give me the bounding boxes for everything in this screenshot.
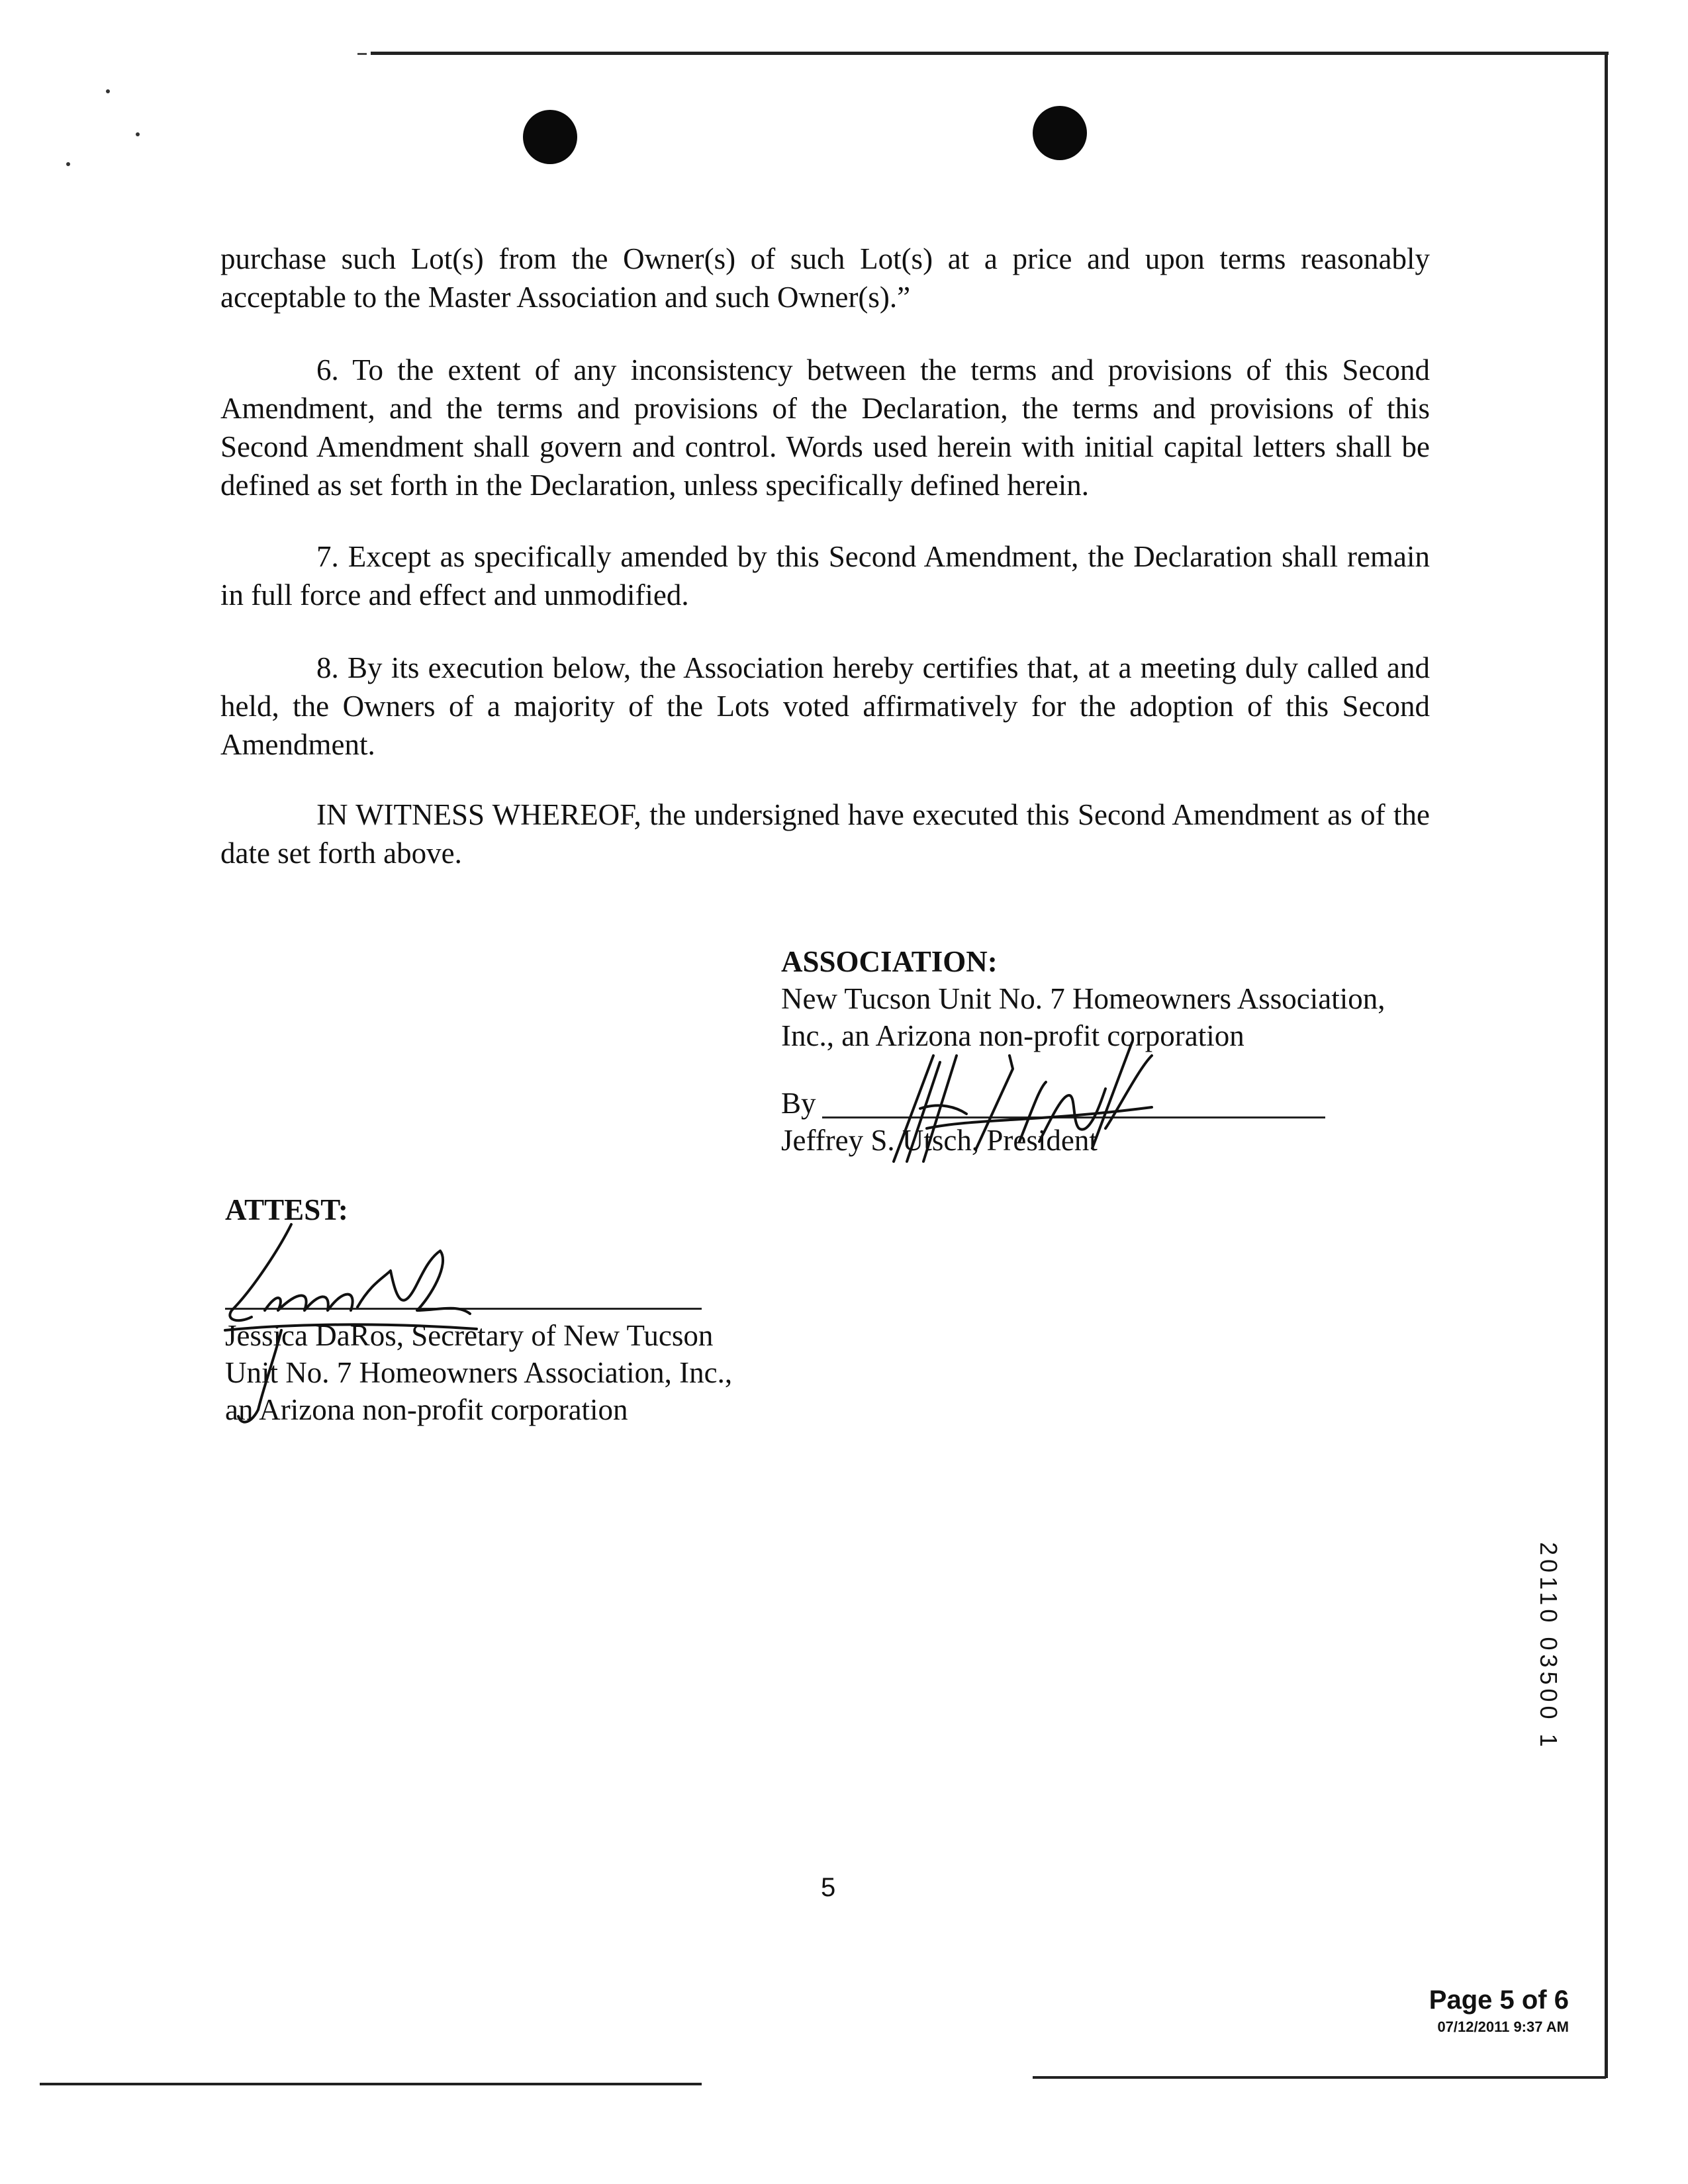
bottom-border-line-right — [1033, 2076, 1606, 2079]
scan-speck — [66, 162, 70, 166]
by-label: By — [781, 1087, 816, 1120]
scan-speck — [136, 132, 140, 136]
association-name-line-2: Inc., an Arizona non-profit corporation — [781, 1019, 1244, 1052]
page-of-label: Page 5 of 6 — [1429, 1985, 1569, 2015]
paragraph-8: 8. By its execution below, the Association hereby certifies that, at a meeting duly called and held, the Owners of a majority of the Lots voted affirmatively for the adoption of this Second Amendment. — [220, 651, 1430, 761]
right-border-line — [1605, 53, 1608, 2078]
handwritten-signature-utsch — [841, 1029, 1172, 1181]
attest-line-1: Jessica DaRos, Secretary of New Tucson — [225, 1319, 714, 1352]
attest-heading: ATTEST: — [225, 1193, 348, 1226]
recorded-timestamp: 07/12/2011 9:37 AM — [1437, 2019, 1569, 2035]
punch-hole-right — [1033, 106, 1087, 160]
paragraph-6: 6. To the extent of any inconsistency between the terms and provisions of this Second Amendment, and the terms and provisions of the Declaration, the terms and provisions of this Second Amendment shall govern and control. Words used herein with initial capital letters shall be defined as set forth in the Declaration, unless specifically defined herein. — [220, 353, 1430, 502]
scan-speck — [106, 89, 110, 93]
top-border-line — [371, 52, 1609, 55]
punch-hole-left — [523, 110, 577, 164]
page-number: 5 — [821, 1873, 836, 1902]
attest-line-2: Unit No. 7 Homeowners Association, Inc., — [225, 1356, 733, 1389]
signer-name: Jeffrey S. Utsch, President — [781, 1124, 1098, 1157]
top-rule-dash — [357, 53, 367, 55]
attest-line-3: an Arizona non-profit corporation — [225, 1393, 628, 1426]
paragraph-witness: IN WITNESS WHEREOF, the undersigned have executed this Second Amendment as of the date set forth above. — [220, 798, 1430, 870]
bottom-border-line-left — [40, 2083, 702, 2085]
handwritten-signature-daros — [212, 1211, 523, 1430]
association-heading: ASSOCIATION: — [781, 945, 998, 978]
recording-number: 20110 03500 1 — [1535, 1542, 1562, 1751]
paragraph-continuation: purchase such Lot(s) from the Owner(s) of such Lot(s) at a price and upon terms reasonably acceptable to the Master Association and such Owner(s).” — [220, 242, 1430, 314]
association-name-line-1: New Tucson Unit No. 7 Homeowners Association, — [781, 982, 1385, 1015]
paragraph-7: 7. Except as specifically amended by this Second Amendment, the Declaration shall remain in full force and effect and unmodified. — [220, 540, 1430, 612]
